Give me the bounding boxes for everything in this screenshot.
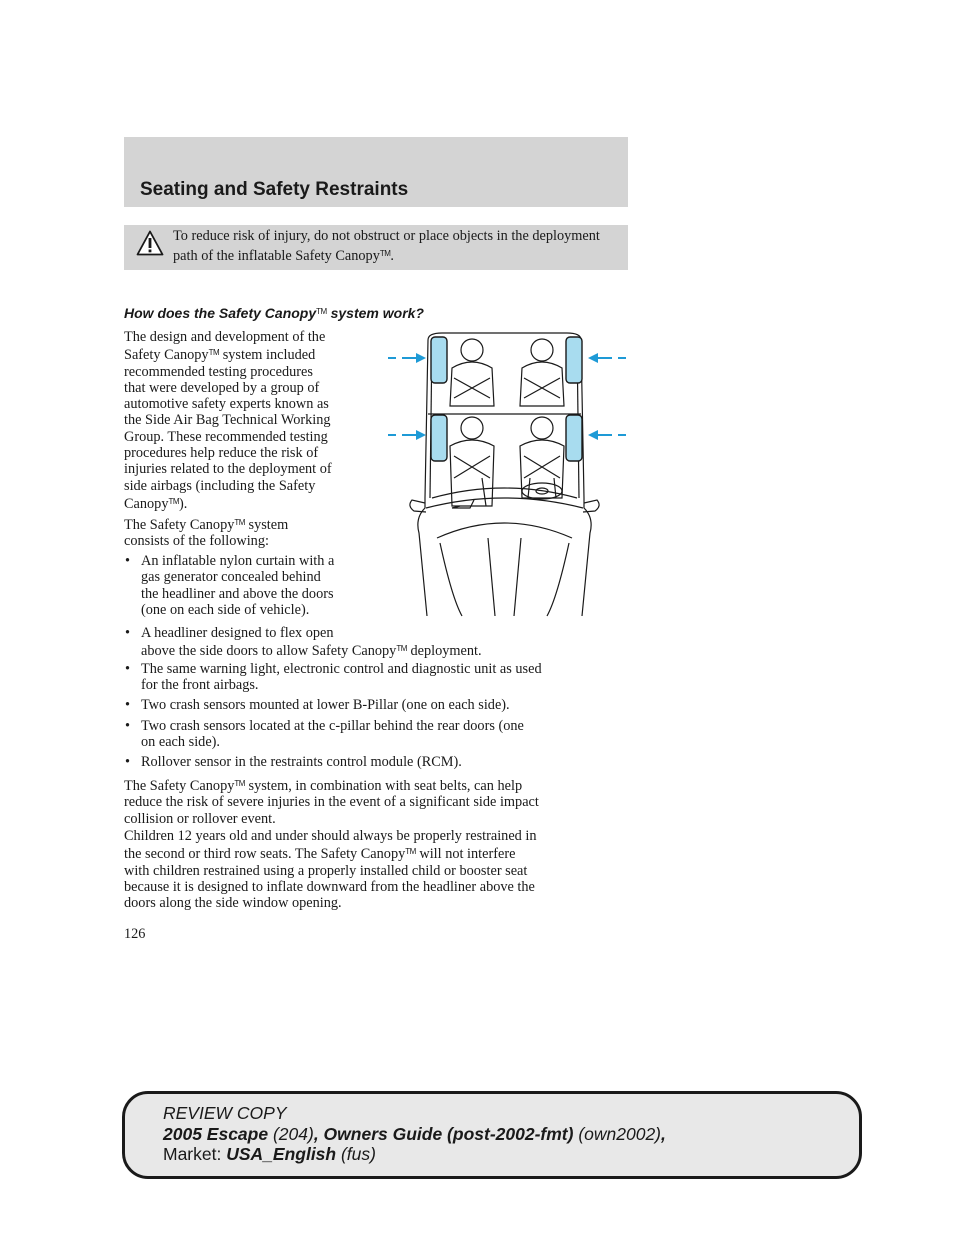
paragraph-consists: The Safety Canopy™ system consists of the following:: [124, 517, 289, 550]
warning-box: [124, 225, 628, 270]
paragraph-combination: The Safety Canopy™ system, in combination with seat belts, can help reduce the risk of severe injuries in the event of a significant side impact collision or rollover event.: [124, 778, 539, 827]
bullet-item: • A headliner designed to flex open above the side doors to allow Safety Canopy™ deployment.: [125, 625, 482, 660]
safety-canopy-airbag-left-rear: [431, 337, 447, 383]
paragraph-design: The design and development of the Safety Canopy™ system included recommended testing procedures that were developed by a group of automotive safety experts known as the Side Air Bag Technical Working Group. These recommended testing procedures help reduce the risk of injuries related to the deployment of side airbags (including the Safety Canopy™).: [124, 329, 332, 512]
paragraph-children: Children 12 years old and under should always be properly restrained in the second or third row seats. The Safety Canopy™ will not interfere with children restrained using a properly installed child or booster seat because it is designed to inflate downward from the headliner above the doors along the side window opening.: [124, 828, 537, 912]
vehicle-top-view-illustration: [382, 328, 632, 618]
warning-triangle-icon: [136, 230, 164, 256]
safety-canopy-airbag-right-front: [566, 415, 582, 461]
bullet-item: • Two crash sensors located at the c-pillar behind the rear doors (one on each side).: [125, 718, 524, 751]
bullet-item: • Two crash sensors mounted at lower B-Pillar (one on each side).: [125, 697, 510, 713]
page-number: 126: [124, 926, 146, 942]
safety-canopy-airbag-right-rear: [566, 337, 582, 383]
warning-text: To reduce risk of injury, do not obstruct or place objects in the deployment path of the inflatable Safety Canopy™.: [173, 228, 600, 264]
section-title: Seating and Safety Restraints: [140, 179, 409, 200]
bullet-item: • An inflatable nylon curtain with a gas generator concealed behind the headliner and above the doors (one on each side of vehicle).: [125, 553, 335, 618]
subheading-how-it-works: How does the Safety Canopy™ system work?: [124, 305, 424, 321]
review-copy-footer: [122, 1091, 862, 1179]
bullet-item: • Rollover sensor in the restraints control module (RCM).: [125, 754, 462, 770]
bullet-item: • The same warning light, electronic control and diagnostic unit as used for the front airbags.: [125, 661, 542, 694]
section-header-band: [124, 137, 628, 207]
document-identifier: 2005 Escape (204), Owners Guide (post-2002-fmt) (own2002),: [163, 1123, 666, 1144]
safety-canopy-airbag-left-front: [431, 415, 447, 461]
market-identifier: Market: USA_English (fus): [163, 1144, 376, 1164]
review-copy-label: REVIEW COPY: [163, 1103, 287, 1123]
